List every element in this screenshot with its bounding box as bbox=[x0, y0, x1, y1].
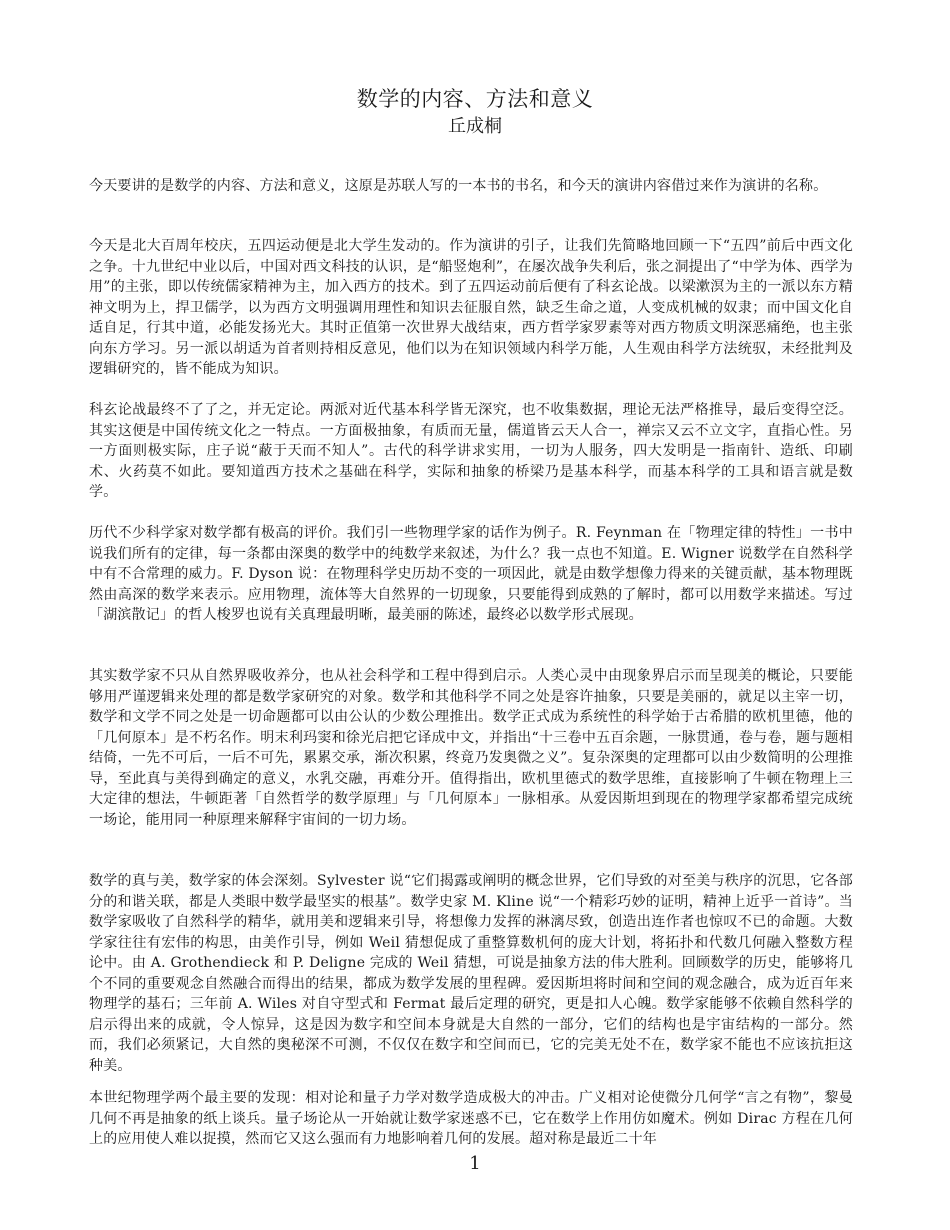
paragraph: 其实数学家不只从自然界吸收养分，也从社会科学和工程中得到启示。人类心灵中由现象界启示而呈现美的概论，只要能够用严谨逻辑来处理的都是数学家研究的对象。数学和其他科学不同之处是容许抽象，只要是美丽的，就足以主宰一切，数学和文学不同之处是一切命题都可以由公认的少数公理推出。数学正式成为系统性的科学始于古希腊的欧机里德，他的「几何原本」是不朽名作。明末利玛窦和徐光启把它译成中文，并指出“十三卷中五百余题，一脉贯通，卷与卷，题与题相结倚，一先不可后，一后不可先，累累交承，渐次积累，终竟乃发奥微之义”。复杂深奥的定理都可以由少数简明的公理推导，至此真与美得到确定的意义，水乳交融，再难分开。值得指出，欧机里德式的数学思维，直接影响了牛顿在物理上三大定律的想法，牛顿距著「自然哲学的数学原理」与「几何原本」一脉相承。从爱因斯坦到现在的物理学家都希望完成统一场论，能用同一种原理来解释宇宙间的一切力场。 bbox=[89, 668, 853, 828]
paragraph: 历代不少科学家对数学都有极高的评价。我们引一些物理学家的话作为例子。R. Feynman 在「物理定律的特性」一书中说我们所有的定律，每一条都由深奥的数学中的纯数学来叙述，为什么？我一点也不知道。E. Wigner 说数学在自然科学中有不合常理的威力。F. Dyson 说：在物理科学史历劫不变的一项因此，就是由数学想像力得来的关键贡献，基本物理既然由高深的数学来表示。应用物理，流体等大自然界的一切现象，只要能得到成熟的了解时，都可以用数学来描述。写过「湖滨散记」的哲人梭罗也说有关真理最明晰，最美丽的陈述，最终必以数学形式展现。 bbox=[89, 525, 853, 623]
paragraph: 本世纪物理学两个最主要的发现：相对论和量子力学对数学造成极大的冲击。广义相对论使微分几何学“言之有物”，黎曼几何不再是抽象的纸上谈兵。量子场论从一开始就让数学家迷惑不已，它在数学上作用仿如魔术。例如 Dirac 方程在几何上的应用使人难以捉摸，然而它又这么强而有力地影响着几何的发展。超对称是最近二十年 bbox=[89, 1090, 853, 1147]
page-title: 数学的内容、方法和意义 bbox=[356, 87, 594, 111]
page-number: 1 bbox=[469, 1153, 481, 1174]
author-name: 丘成桐 bbox=[448, 116, 502, 137]
paragraph: 今天是北大百周年校庆，五四运动便是北大学生发动的。作为演讲的引子，让我们先简略地回顾一下“五四”前后中西文化之争。十九世纪中业以后，中国对西文科技的认识，是“船竖炮利”，在屡次战争失利后，张之洞提出了“中学为体、西学为用”的主张，即以传统儒家精神为主，加入西方的技术。到了五四运动前后便有了科玄论战。以梁漱溟为主的一派以东方精神文明为上，捍卫儒学，以为西方文明强调用理性和知识去征服自然，缺乏生命之道，人变成机械的奴隶；而中国文化自适自足，行其中道，必能发扬光大。其时正值第一次世界大战结束，西方哲学家罗素等对西方物质文明深恶痛绝，也主张向东方学习。另一派以胡适为首者则持相反意见，他们以为在知识领域内科学万能，人生观由科学方法统驭，未经批判及逻辑研究的，皆不能成为知识。 bbox=[89, 238, 853, 377]
paragraph: 科玄论战最终不了了之，并无定论。两派对近代基本科学皆无深究，也不收集数据，理论无法严格推导，最后变得空泛。其实这便是中国传统文化之一特点。一方面极抽象，有质而无量，儒道皆云天人合一，禅宗又云不立文字，直指心性。另一方面则极实际，庄子说“蔽于天而不知人”。古代的科学讲求实用，一切为人服务，四大发明是一指南针、造纸、印刷术、火药莫不如此。要知道西方技术之基础在科学，实际和抽象的桥梁乃是基本科学，而基本科学的工具和语言就是数学。 bbox=[89, 402, 853, 500]
paragraph: 数学的真与美，数学家的体会深刻。Sylvester 说“它们揭露或阐明的概念世界，它们导致的对至美与秩序的沉思，它各部分的和谐关联，都是人类眼中数学最坚实的根基”。数学史家 M. Kline 说“一个精彩巧妙的证明，精神上近乎一首诗”。当数学家吸收了自然科学的精华，就用美和逻辑来引导，将想像力发挥的淋漓尽致，创造出连作者也惊叹不已的命题。大数学家往往有宏伟的构思，由美作引导，例如 Weil 猜想促成了重整算数机何的庞大计划，将拓扑和代数几何融入整数方程论中。由 A. Grothendieck 和 P. Deligne 完成的 Weil 猜想，可说是抽象方法的伟大胜利。回顾数学的历史，能够将几个不同的重要观念自然融合而得出的结果，都成为数学发展的里程碑。爱因斯坦将时间和空间的观念融合，成为近百年来物理学的基石；三年前 A. Wiles 对自守型式和 Fermat 最后定理的研究，更是扣人心魄。数学家能够不依赖自然科学的启示得出来的成就，令人惊异，这是因为数字和空间本身就是大自然的一部分，它们的结构也是宇宙结构的一部分。然而，我们必须紧记，大自然的奥秘深不可测，不仅仅在数字和空间而已，它的完美无处不在，数学家不能也不应该抗拒这种美。 bbox=[89, 873, 853, 1074]
paragraph: 今天要讲的是数学的内容、方法和意义，这原是苏联人写的一本书的书名，和今天的演讲内容借过来作为演讲的名称。 bbox=[89, 178, 828, 194]
